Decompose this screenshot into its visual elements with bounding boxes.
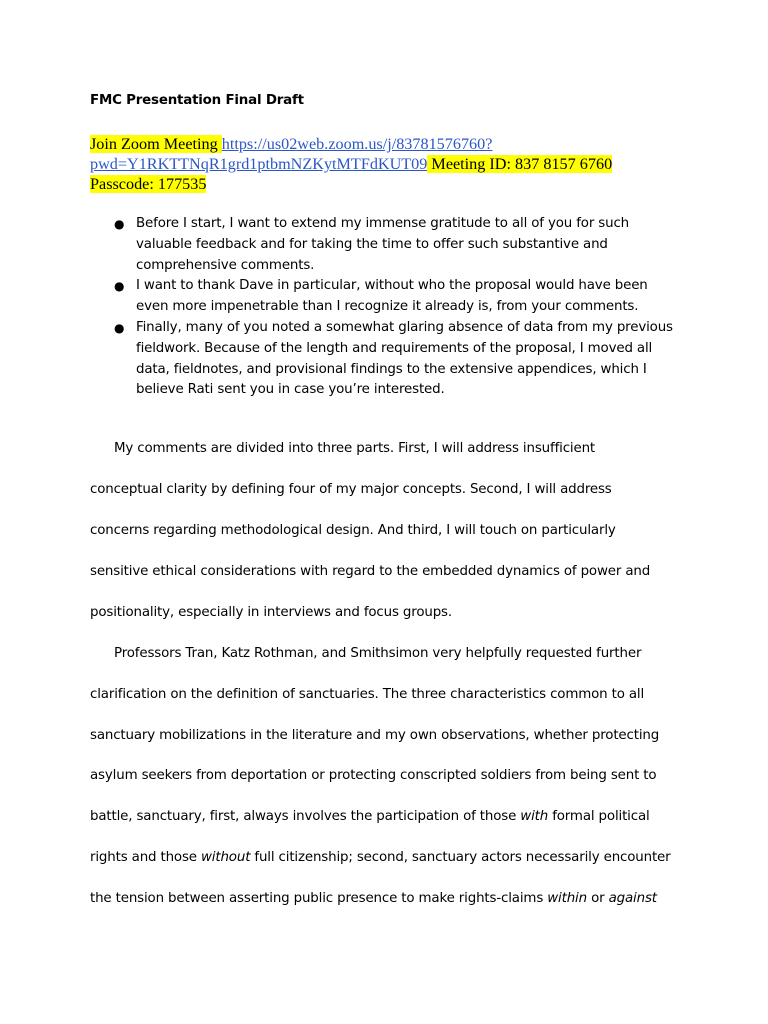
paragraph-1-line: My comments are divided into three parts. First, I will address insufficient — [114, 441, 596, 456]
zoom-meeting-info — [90, 134, 650, 194]
list-item — [90, 318, 690, 401]
paragraph-2-line: Professors Tran, Katz Rothman, and Smithsimon very helpfully requested further — [114, 646, 642, 661]
zoom-link-part-2[interactable]: pwd=Y1RKTTNqR1grd1ptbmNZKytMTFdKUT09 — [90, 155, 428, 173]
text-run: battle, sanctuary, first, always involves the participation of those — [90, 809, 521, 824]
zoom-passcode: Passcode: 177535 — [90, 175, 207, 193]
paragraph-1-line: positionality, especially in interviews and focus groups. — [90, 605, 452, 620]
paragraph-2-line — [90, 850, 671, 865]
zoom-meeting-id: Meeting ID: 837 8157 6760 — [427, 155, 613, 173]
bullet-line: I want to thank Dave in particular, without who the proposal would have been — [136, 278, 648, 294]
zoom-join-label: Join Zoom Meeting — [90, 135, 222, 153]
bullet-line: data, fieldnotes, and provisional findings to the extensive appendices, which I — [136, 361, 647, 377]
paragraph-2-line — [90, 891, 657, 906]
bullet-point-icon: ● — [114, 217, 125, 231]
text-run: full citizenship; second, sanctuary actors necessarily encounter — [250, 850, 671, 865]
bullet-point-icon: ● — [114, 279, 125, 294]
paragraph-2-line: clarification on the definition of sanctuaries. The three characteristics common to all — [90, 687, 645, 702]
italic-text: within — [547, 891, 587, 906]
paragraph-1-line: sensitive ethical considerations with regard to the embedded dynamics of power and — [90, 564, 651, 579]
text-run: formal political — [548, 809, 650, 824]
bullet-line: Finally, many of you noted a somewhat glaring absence of data from my previous — [136, 319, 673, 335]
paragraph-2-line — [90, 809, 650, 824]
bullet-line: fieldwork. Because of the length and requirements of the proposal, I moved all — [136, 340, 653, 356]
italic-text: with — [520, 809, 549, 824]
text-run: the tension between asserting public presence to make rights-claims — [90, 891, 548, 906]
paragraph-2-line: sanctuary mobilizations in the literature and my own observations, whether protecting — [90, 728, 660, 743]
list-item — [90, 214, 690, 276]
bullet-line: Before I start, I want to extend my immense gratitude to all of you for such — [136, 216, 630, 231]
bullet-list — [90, 214, 690, 401]
zoom-link-part-1[interactable]: https://us02web.zoom.us/j/83781576760? — [221, 135, 493, 153]
document-title: FMC Presentation Final Draft — [90, 93, 304, 108]
bullet-line: even more impenetrable than I recognize it already is, from your comments. — [136, 299, 639, 315]
paragraph-1-line: conceptual clarity by defining four of my major concepts. Second, I will address — [90, 482, 612, 497]
paragraph-1-line: concerns regarding methodological design. And third, I will touch on particularly — [90, 523, 616, 538]
text-run: or — [586, 891, 609, 906]
paragraph-2-line: asylum seekers from deportation or protecting conscripted soldiers from being sent to — [90, 768, 657, 783]
italic-text: without — [201, 850, 251, 865]
bullet-line: valuable feedback and for taking the time to offer such substantive and — [136, 236, 608, 252]
bullet-line: comprehensive comments. — [136, 257, 315, 273]
bullet-line: believe Rati sent you in case you’re interested. — [136, 382, 445, 398]
list-item — [90, 276, 690, 318]
bullet-point-icon: ● — [114, 320, 125, 335]
text-run: rights and those — [90, 850, 201, 865]
italic-text: against — [608, 891, 657, 906]
